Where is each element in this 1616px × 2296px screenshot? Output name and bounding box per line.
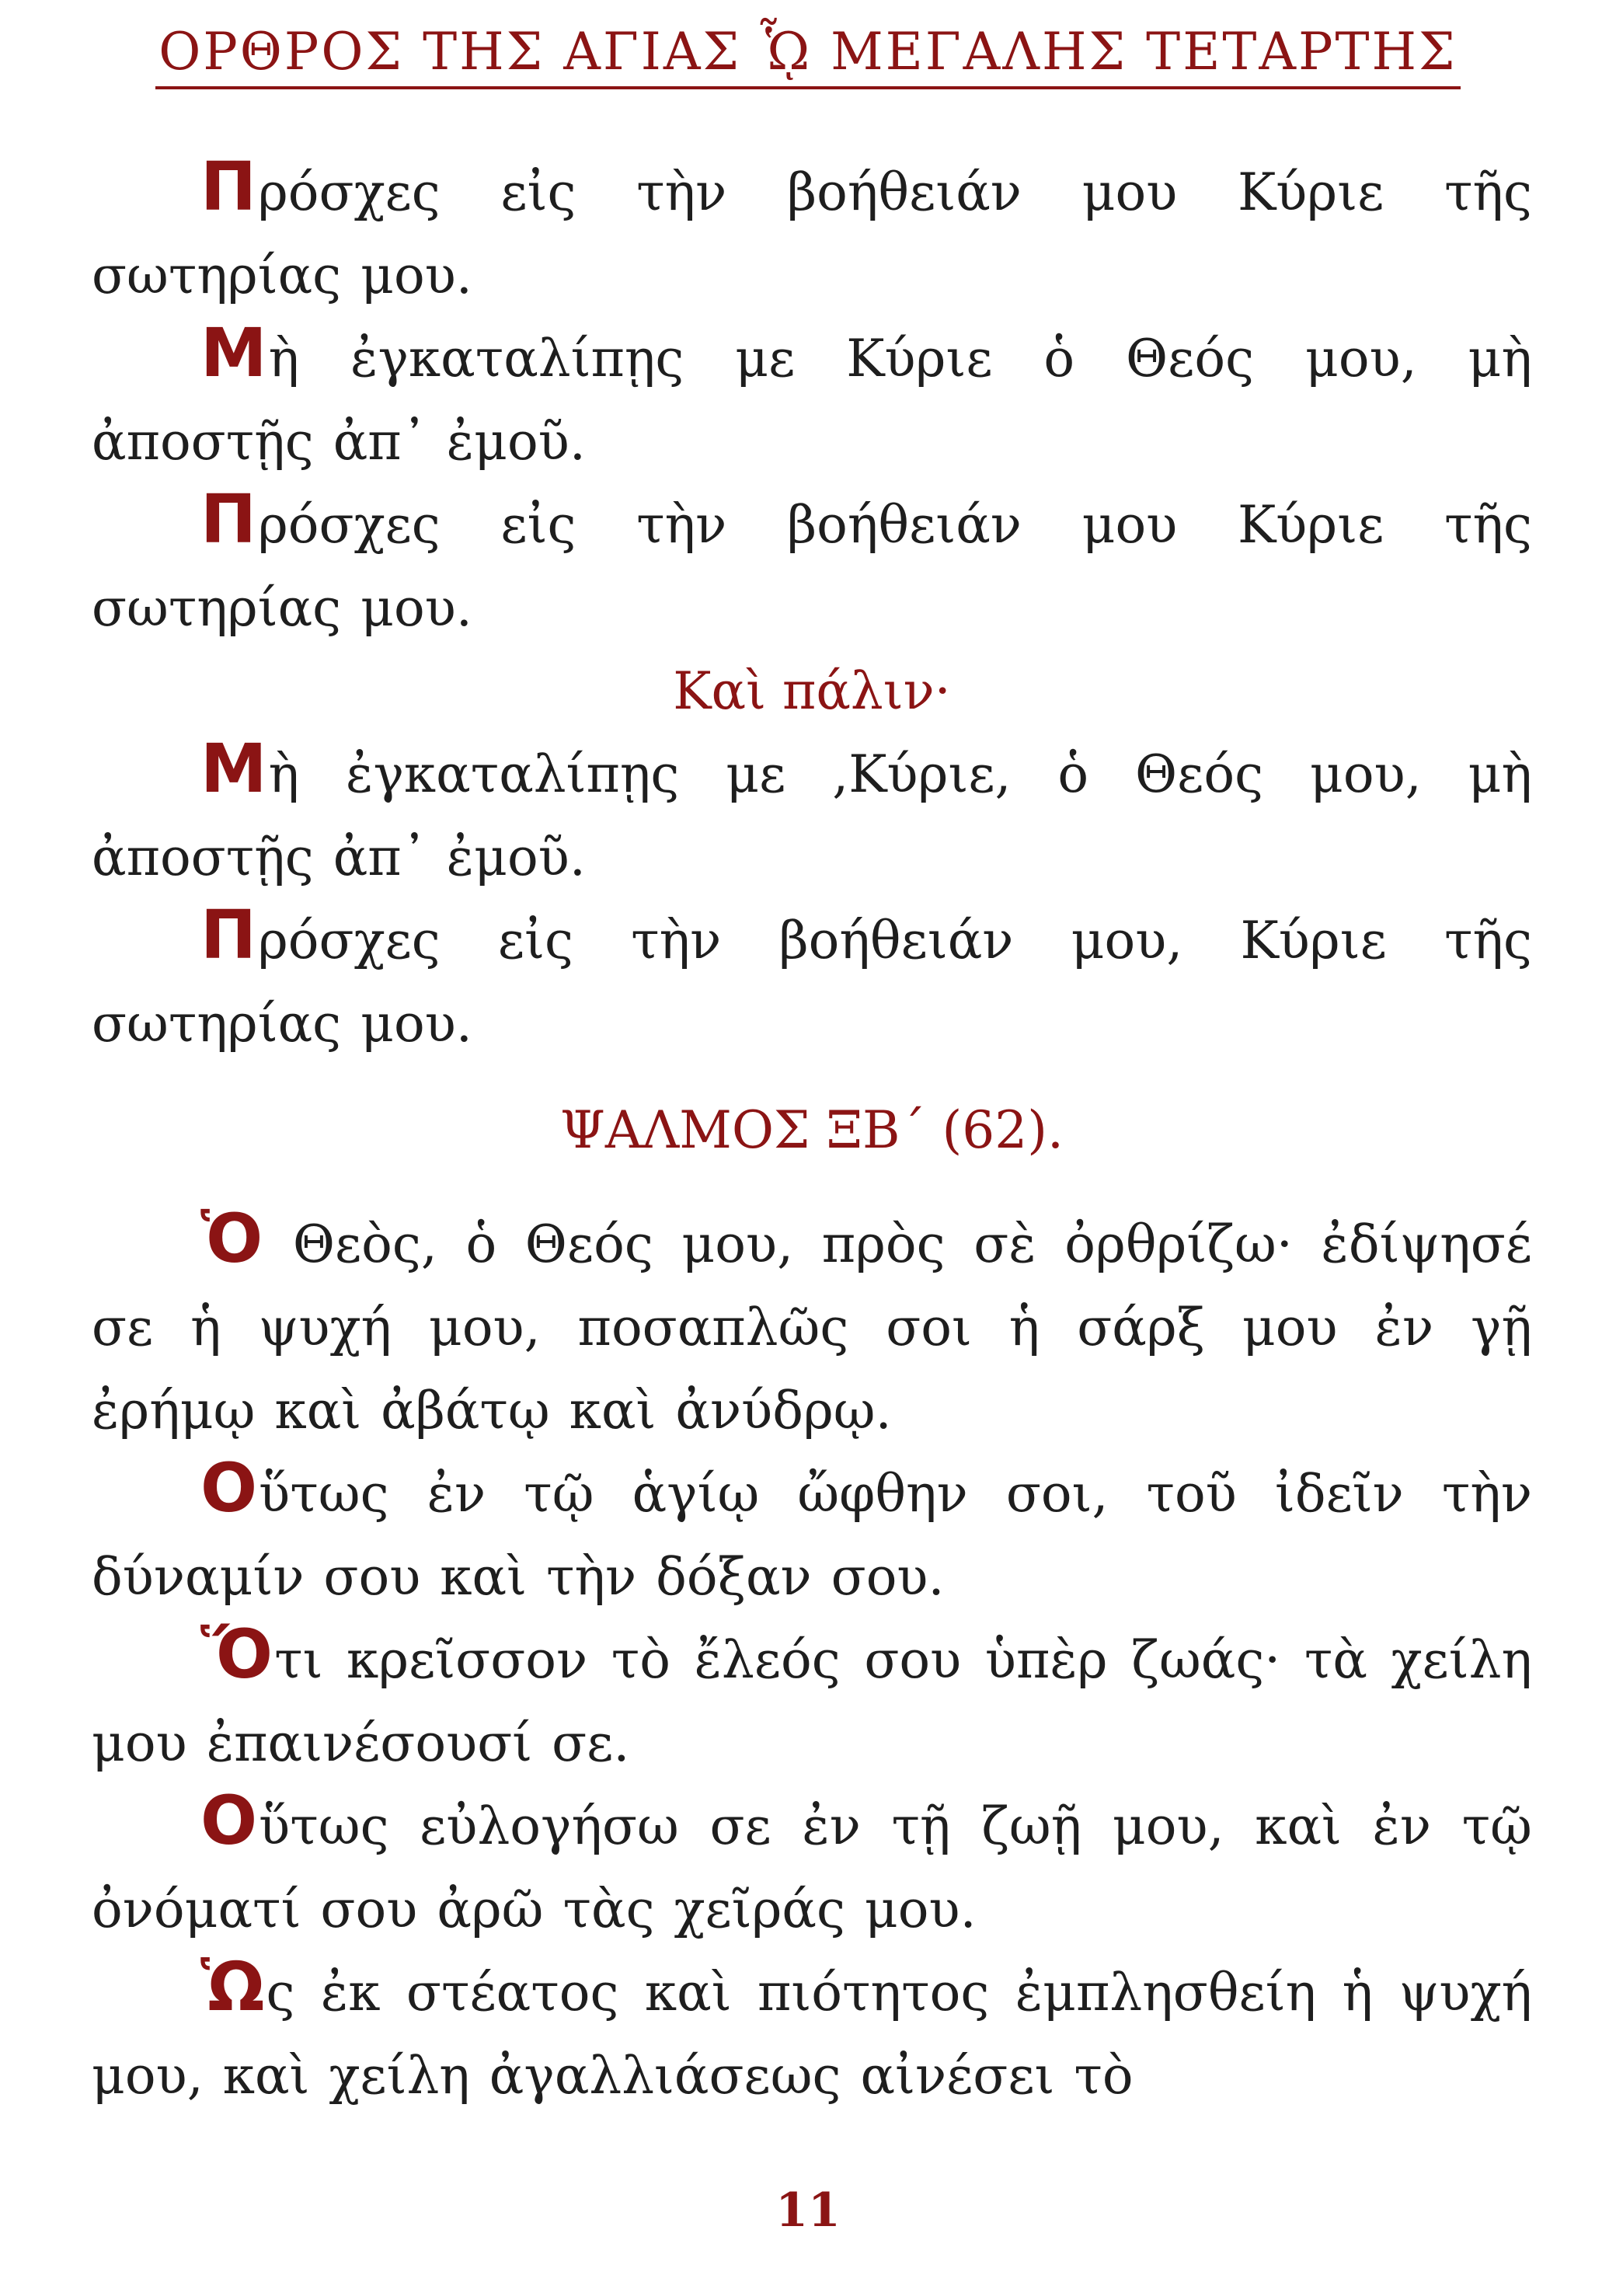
drop-initial: Ο bbox=[200, 1782, 259, 1860]
psalm-verse bbox=[92, 1452, 1532, 1618]
running-header-title: ΟΡΘΡΟΣ ΤΗΣ ΑΓΙΑΣ ᾯ ΜΕΓΑΛΗΣ ΤΕΤΑΡΤΗΣ bbox=[155, 19, 1460, 89]
verse-paragraph bbox=[92, 317, 1532, 483]
psalm-verse bbox=[92, 1782, 1532, 1951]
psalm-verse bbox=[92, 1618, 1532, 1785]
drop-initial: Ὁ bbox=[200, 1200, 265, 1278]
verse-paragraph bbox=[92, 483, 1532, 650]
drop-initial: Π bbox=[200, 148, 258, 226]
drop-initial: Μ bbox=[200, 315, 269, 392]
verse-paragraph bbox=[92, 148, 1532, 317]
verse-text: τι κρεῖσσον τὸ ἔλεός σου ὑπὲρ ζωάς· τὰ χείλη μου ἐπαινέσουσί σε. bbox=[92, 1630, 1532, 1773]
verse-text: ρόσχες εἰς τὴν βοήθειάν μου, Κύριε τῆς σωτηρίας μου. bbox=[92, 911, 1532, 1054]
verse-text: ρόσχες εἰς τὴν βοήθειάν μου Κύριε τῆς σωτηρίας μου. bbox=[92, 162, 1532, 305]
verse-text: ὕτως εὐλογήσω σε ἐν τῇ ζωῇ μου, καὶ ἐν τῷ ὀνόματί σου ἀρῶ τὰς χεῖράς μου. bbox=[92, 1796, 1532, 1939]
running-header bbox=[0, 9, 1616, 95]
psalm-title: ΨΑΛΜΟΣ ΞΒ΄ (62). bbox=[560, 1100, 1064, 1160]
drop-initial: Π bbox=[200, 481, 258, 559]
verse-paragraph bbox=[92, 899, 1532, 1065]
drop-initial: Μ bbox=[200, 730, 269, 808]
psalm-verse bbox=[92, 1951, 1532, 2117]
drop-initial: Ὡ bbox=[200, 1949, 266, 2026]
verse-text: Θεὸς, ὁ Θεός μου, πρὸς σὲ ὀρθρίζω· ἐδίψησέ σε ἡ ψυχή μου, ποσαπλῶς σοι ἡ σάρξ μου ἐν γῇ ἐρήμῳ καὶ ἀβάτῳ καὶ ἀνύδρῳ. bbox=[92, 1214, 1532, 1441]
verse-text: ὴ ἐγκαταλίπῃς με ,Κύριε, ὁ Θεός μου, μὴ ἀποστῇς ἀπ᾽ ἐμοῦ. bbox=[92, 744, 1532, 887]
verse-text: ὴ ἐγκαταλίπῃς με Κύριε ὁ Θεός μου, μὴ ἀποστῇς ἀπ᾽ ἐμοῦ. bbox=[92, 329, 1532, 472]
drop-initial: Π bbox=[200, 897, 258, 974]
verse-paragraph bbox=[92, 730, 1532, 899]
drop-initial: Ο bbox=[200, 1450, 259, 1528]
verse-text: ρόσχες εἰς τὴν βοήθειάν μου Κύριε τῆς σωτηρίας μου. bbox=[92, 495, 1532, 638]
psalm-verse bbox=[92, 1200, 1532, 1452]
verse-text: ς ἐκ στέατος καὶ πιότητος ἐμπλησθείη ἡ ψυχή μου, καὶ χείλη ἀγαλλιάσεως αἰνέσει τὸ bbox=[92, 1963, 1532, 2106]
text-block bbox=[92, 148, 1532, 2117]
drop-initial: Ὅ bbox=[200, 1616, 275, 1694]
page-number: 11 bbox=[775, 2183, 841, 2238]
rubric: Καὶ πάλιν· bbox=[673, 661, 951, 721]
verse-text: ὕτως ἐν τῷ ἁγίῳ ὤφθην σοι, τοῦ ἰδεῖν τὴν δύναμίν σου καὶ τὴν δόξαν σου. bbox=[92, 1464, 1532, 1607]
